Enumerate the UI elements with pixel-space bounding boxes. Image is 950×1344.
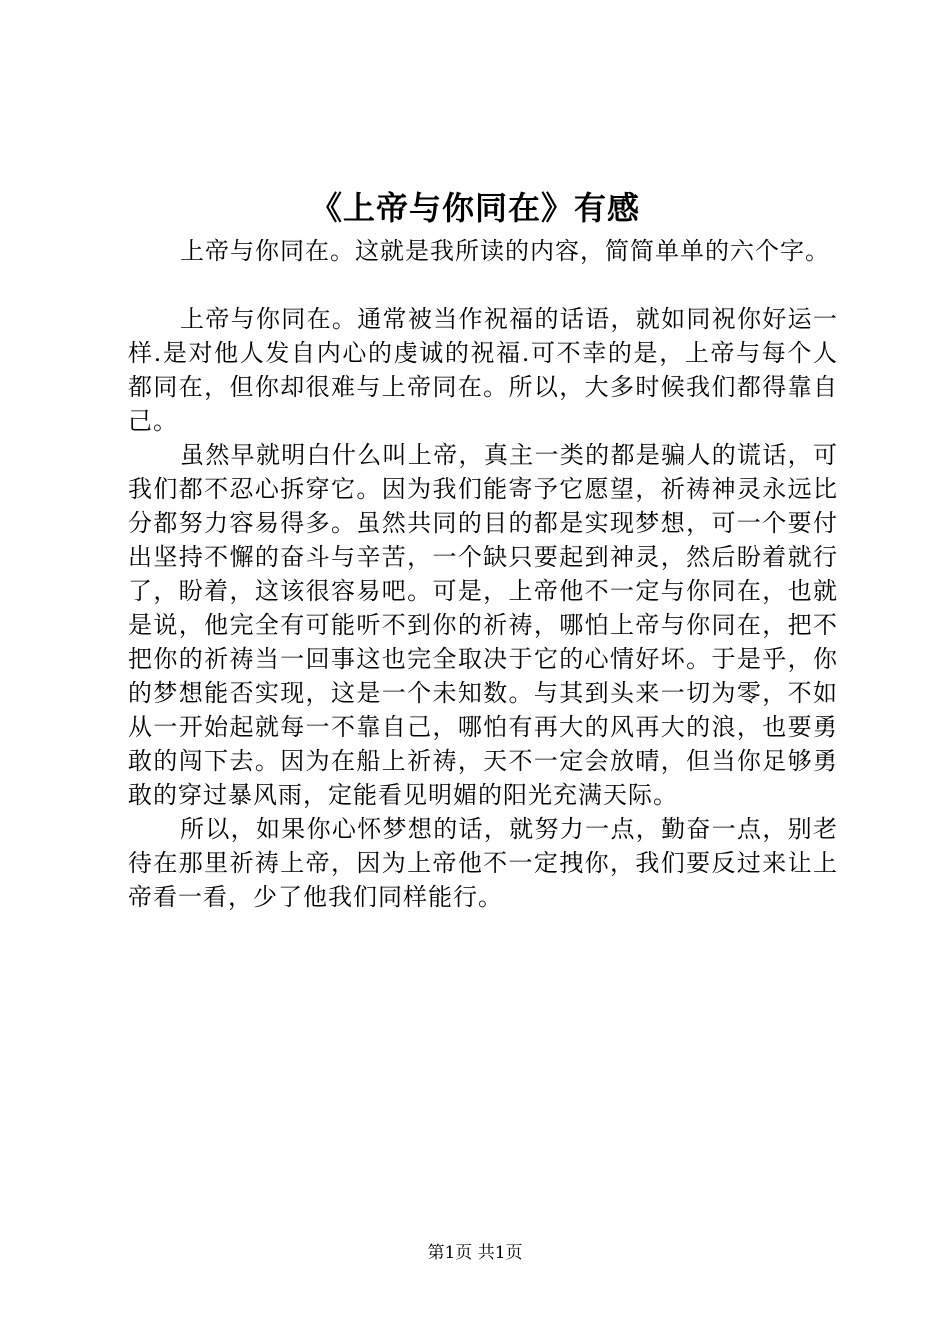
document-title: 《上帝与你同在》有感 — [309, 189, 640, 227]
page-footer: 第1页 共1页 — [427, 1243, 523, 1263]
paragraph: 上帝与你同在。通常被当作祝福的话语，就如同祝你好运一样.是对他人发自内心的虔诚的祝福.可不幸的是，上帝与每个人都同在，但你却很难与上帝同在。所以，大多时候我们都得靠自己。 — [128, 305, 838, 435]
paragraph: 所以，如果你心怀梦想的话，就努力一点，勤奋一点，别老待在那里祈祷上帝，因为上帝他不一定拽你，我们要反过来让上帝看一看，少了他我们同样能行。 — [128, 815, 838, 911]
paragraph-spacer — [128, 268, 838, 302]
paragraph: 虽然早就明白什么叫上帝，真主一类的都是骗人的谎话，可我们都不忍心拆穿它。因为我们能寄予它愿望，祈祷神灵永远比分都努力容易得多。虽然共同的目的都是实现梦想，可一个要付出坚持不懈的奋斗与辛苦，一个缺只要起到神灵，然后盼着就行了，盼着，这该很容易吧。可是，上帝他不一定与你同在，也就是说，他完全有可能听不到你的祈祷，哪怕上帝与你同在，把不把你的祈祷当一回事这也完全取决于它的心情好坏。于是乎，你的梦想能否实现，这是一个未知数。与其到头来一切为零，不如从一开始起就每一不靠自己，哪怕有再大的风再大的浪，也要勇敢的闯下去。因为在船上祈祷，天不一定会放晴，但当你足够勇敢的穿过暴风雨，定能看见明媚的阳光充满天际。 — [128, 441, 838, 809]
document-body — [128, 234, 838, 914]
paragraph: 上帝与你同在。这就是我所读的内容，简简单单的六个字。 — [180, 237, 830, 265]
